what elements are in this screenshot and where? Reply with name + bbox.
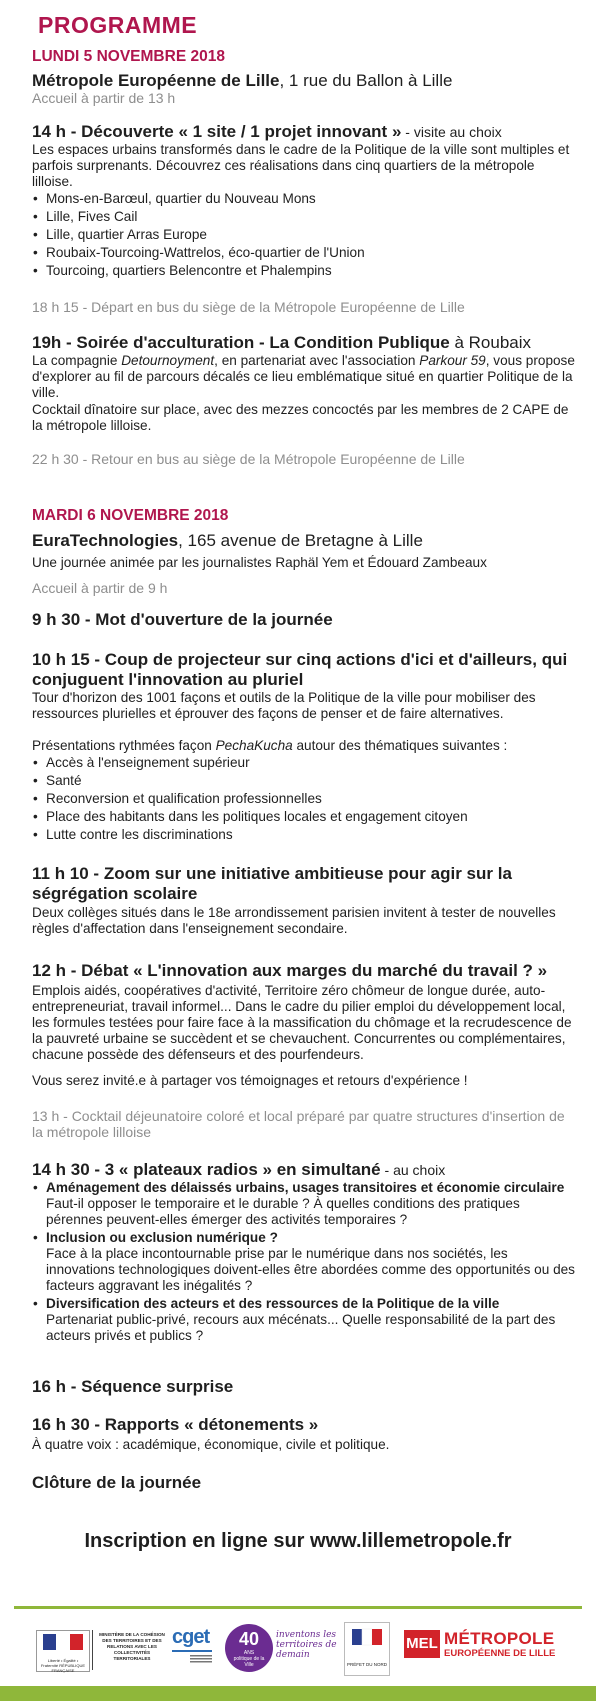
politique-de-la-ville-logo: [225, 1624, 273, 1672]
list-item: [32, 1230, 577, 1294]
pdv-slogan: inventons les territoires de demain: [276, 1630, 337, 1660]
list-item: [32, 1296, 577, 1344]
radio-topic-text: Faut-il opposer le temporaire et le durable ? À quelles conditions des pratiques pérennes peuvent-elles émerger des activités temporaires ?: [46, 1196, 520, 1227]
text-fragment: autour des thématiques suivantes :: [292, 738, 508, 753]
day2-session-debate: 12 h - Débat « L'innovation aux marges du marché du travail ? »: [32, 961, 548, 980]
radio-topic-text: Face à la place incontournable prise par le numérique dans nos sociétés, les innovations technologiques doivent-elles être abordées comme des opportunités ou des facteurs aggravant les inégalités ?: [46, 1246, 575, 1293]
ministere-text: MINISTÈRE DE LA COHÉSION DES TERRITOIRES ET DES RELATIONS AVEC LES COLLECTIVITÉS TERRITORIALES: [99, 1632, 165, 1661]
day2-reports-text: À quatre voix : académique, économique, civile et politique.: [32, 1437, 390, 1452]
day2-session-radio-tail: - au choix: [380, 1162, 446, 1178]
day2-themes-list: [32, 754, 577, 844]
text-fragment: La compagnie: [32, 353, 122, 368]
company-name: Detournoyment: [121, 353, 215, 368]
list-item: • Roubaix-Tourcoing-Wattrelos, éco-quartier de l'Union: [32, 244, 577, 262]
day2-zoom-text: Deux collèges situés dans le 18e arrondissement parisien invitent à tester de nouvelles règles d'affectation dans l'enseignement secondaire.: [32, 905, 556, 936]
day2-session-spotlight: 10 h 15 - Coup de projecteur sur cinq actions d'ici et d'ailleurs, qui conjuguent l'innovation au pluriel: [32, 650, 568, 689]
day1-session-evening-title: 19h - Soirée d'acculturation - La Condition Publique: [32, 333, 450, 352]
day2-debate-text: Emplois aidés, coopératives d'activité, Territoire zéro chômeur de longue durée, auto-entrepreneuriat, travail informel... Dans le cadre du pilier emploi du développement local, les formules testées pour faire face à la massification du chômage et la recrudescence de la pauvreté urbaine se succèdent et se chevauchent. Concurrentes ou complémentaires, chacune possède des défenseurs et des pourfendeurs.: [32, 983, 572, 1062]
day2-venue-name: EuraTechnologies: [32, 531, 179, 550]
radio-topic-text: Partenariat public-privé, recours aux mécénats... Quelle responsabilité de la part des acteurs privés et publics ?: [46, 1312, 556, 1343]
list-item: • Lille, quartier Arras Europe: [32, 226, 577, 244]
day2-session-reports: 16 h 30 - Rapports « détonements »: [32, 1415, 319, 1434]
day2-spotlight-text: Tour d'horizon des 1001 façons et outils de la Politique de la ville pour mobiliser des ressources plurielles et éprouver des façons de penser et de faire alternatives.: [32, 690, 536, 721]
page-title: PROGRAMME: [38, 12, 198, 38]
text-fragment: , vous propose d'explorer au fil de parcours décalés ce lieu emblématique situé en quartier Politique de la ville.: [32, 353, 575, 400]
day2-welcome: Accueil à partir de 9 h: [32, 580, 168, 596]
day2-session-radio-title: 14 h 30 - 3 « plateaux radios » en simultané: [32, 1160, 381, 1179]
day2-venue-address: , 165 avenue de Bretagne à Lille: [178, 531, 423, 550]
ministere-logo: [92, 1630, 171, 1670]
day1-session-discovery-title: 14 h - Découverte « 1 site / 1 projet innovant »: [32, 122, 402, 141]
pdv-ans: ANS: [243, 1650, 255, 1656]
cget-underline-icon: [172, 1649, 214, 1665]
day2-session-surprise: 16 h - Séquence surprise: [32, 1377, 234, 1396]
list-item: • Accès à l'enseignement supérieur: [32, 754, 577, 772]
radio-topic-title: Aménagement des délaissés urbains, usages transitoires et économie circulaire: [46, 1180, 565, 1195]
day2-spotlight-format: [32, 738, 577, 754]
day1-bus-departure: 18 h 15 - Départ en bus du siège de la Métropole Européenne de Lille: [32, 299, 465, 315]
marianne-flag-icon: [352, 1627, 382, 1647]
pdv-number: 40: [238, 1629, 260, 1649]
text-fragment: Présentations rythmées façon: [32, 738, 216, 753]
format-name: PechaKucha: [215, 738, 293, 753]
list-item: • Lille, Fives Cail: [32, 208, 577, 226]
day2-radio-list: [32, 1180, 577, 1346]
day1-bus-return: 22 h 30 - Retour en bus au siège de la Métropole Européenne de Lille: [32, 451, 465, 467]
day1-session-evening-tail: à Roubaix: [449, 333, 532, 352]
day2-date: MARDI 6 NOVEMBRE 2018: [32, 507, 229, 524]
list-item: • Mons-en-Barœul, quartier du Nouveau Mons: [32, 190, 577, 208]
list-item: • Place des habitants dans les politiques locales et engagement citoyen: [32, 808, 577, 826]
republique-francaise-logo: [36, 1630, 90, 1672]
day1-venue-name: Métropole Européenne de Lille: [32, 71, 280, 90]
day1-discovery-text: Les espaces urbains transformés dans le cadre de la Politique de la ville sont multiples et parfois surprenants. Découvrez ces réalisations dans cinq quartiers de la métropole lilloise.: [32, 142, 570, 189]
day2-venue: [32, 531, 423, 551]
list-item: • Lutte contre les discriminations: [32, 826, 577, 844]
day1-venue: [32, 71, 452, 91]
list-item: • Reconversion et qualification professionnelles: [32, 790, 577, 808]
day1-session-discovery-tail: - visite au choix: [401, 124, 502, 140]
radio-topic-title: Diversification des acteurs et des ressources de la Politique de la ville: [46, 1296, 500, 1311]
day1-sites-list: [32, 190, 577, 280]
republique-text: Liberté • Égalité • Fraternité RÉPUBLIQUE FRANÇAISE: [40, 1658, 85, 1673]
list-item: • Tourcoing, quartiers Belencontre et Phalempins: [32, 262, 577, 280]
day1-welcome: Accueil à partir de 13 h: [32, 90, 176, 106]
day2-session-radio: [32, 1160, 577, 1180]
day2-session-opening: 9 h 30 - Mot d'ouverture de la journée: [32, 610, 333, 629]
day2-hosts: Une journée animée par les journalistes Raphäl Yem et Édouard Zambeaux: [32, 555, 487, 570]
footer-divider: [14, 1606, 582, 1609]
day1-venue-address: , 1 rue du Ballon à Lille: [279, 71, 453, 90]
prefet-text: PRÉFET DU NORD: [347, 1662, 387, 1667]
mel-name: MÉTROPOLE: [444, 1629, 555, 1648]
day1-session-evening: [32, 333, 577, 353]
inscription-line: Inscription en ligne sur www.lillemetropole.fr: [84, 1530, 512, 1552]
mel-logo-mark: MEL: [404, 1630, 440, 1658]
footer-green-bar: [0, 1686, 596, 1701]
list-item: [32, 1180, 577, 1228]
cget-logo: [172, 1626, 214, 1672]
mel-subtitle: EUROPÉENNE DE LILLE: [444, 1648, 556, 1659]
day2-lunch: 13 h - Cocktail déjeunatoire coloré et local préparé par quatre structures d'insertion de la métropole lilloise: [32, 1108, 565, 1140]
prefet-du-nord-logo: [344, 1622, 390, 1676]
list-item: • Santé: [32, 772, 577, 790]
radio-topic-title: Inclusion ou exclusion numérique ?: [46, 1230, 278, 1245]
day1-date: LUNDI 5 NOVEMBRE 2018: [32, 48, 225, 65]
day1-cocktail-text: Cocktail dînatoire sur place, avec des mezzes concoctés par les membres de 2 CAPE de la métropole lilloise.: [32, 402, 569, 433]
day2-session-zoom: 11 h 10 - Zoom sur une initiative ambitieuse pour agir sur la ségrégation scolaire: [32, 864, 512, 903]
day2-closing: Clôture de la journée: [32, 1473, 202, 1492]
cget-wordmark: cget: [172, 1626, 210, 1648]
day1-session-discovery: [32, 122, 577, 142]
pdv-text: politique de la Ville: [233, 1656, 265, 1668]
association-name: Parkour 59: [419, 353, 486, 368]
marianne-icon: [37, 1631, 89, 1653]
day2-debate-invite: Vous serez invité.e à partager vos témoignages et retours d'expérience !: [32, 1073, 468, 1088]
text-fragment: , en partenariat avec l'association: [214, 353, 420, 368]
day1-evening-text: [32, 353, 577, 401]
partner-logos: [0, 1614, 596, 1684]
mel-wordmark: [444, 1630, 594, 1660]
